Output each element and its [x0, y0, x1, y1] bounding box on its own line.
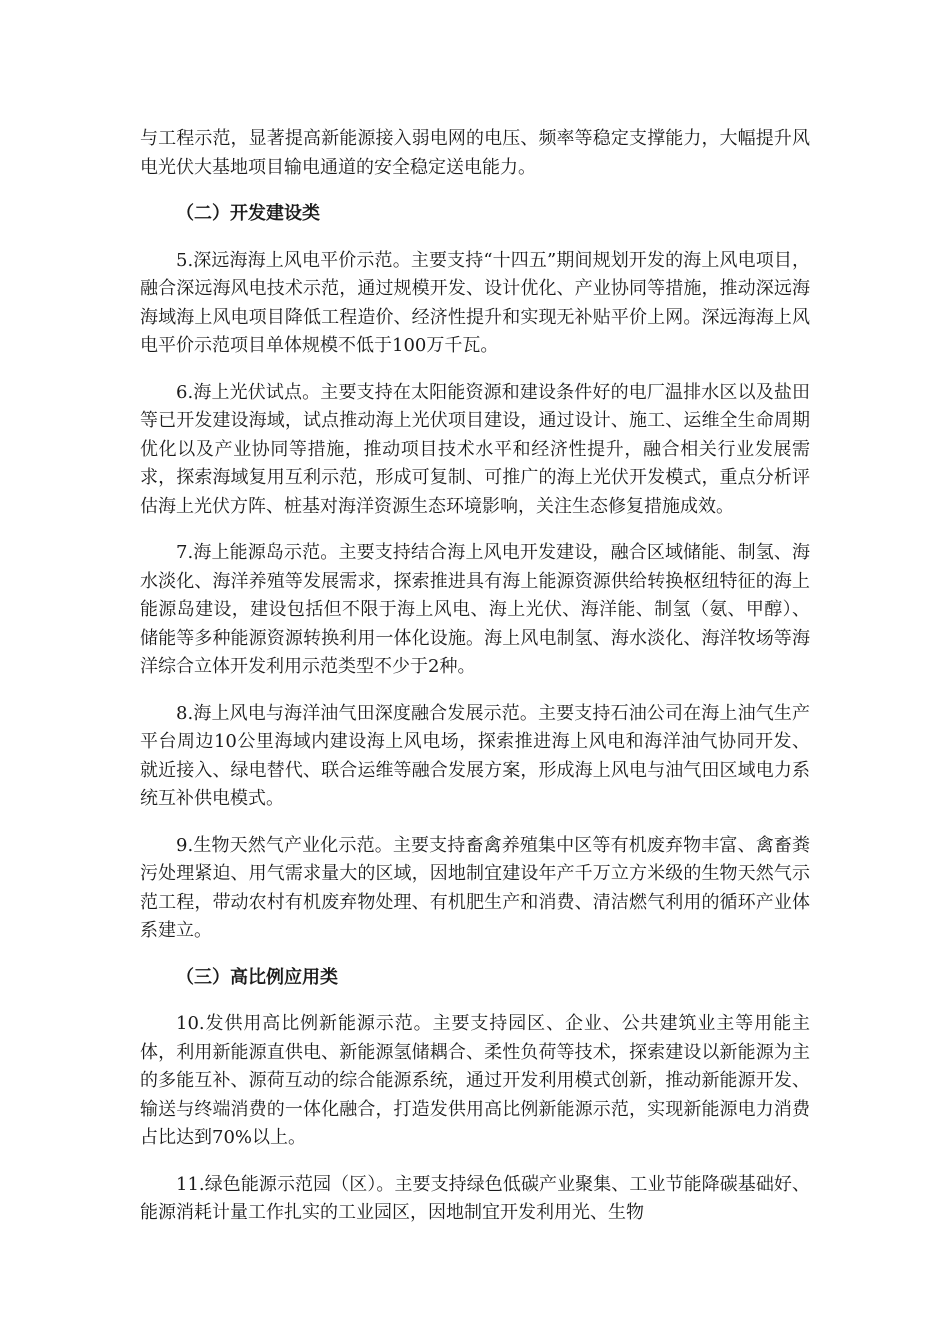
paragraph-item-6: 6.海上光伏试点。主要支持在太阳能资源和建设条件好的电厂温排水区以及盐田等已开发建设海域，试点推动海上光伏项目建设，通过设计、施工、运维全生命周期优化以及产业协同等措施，推动项目技术水平和经济性提升，融合相关行业发展需求，探索海域复用互利示范，形成可复制、可推广的海上光伏开发模式，重点分析评估海上光伏方阵、桩基对海洋资源生态环境影响，关注生态修复措施成效。	[140, 381, 810, 517]
section-heading-development: （二）开发建设类	[176, 203, 320, 224]
paragraph-item-5: 5.深远海海上风电平价示范。主要支持“十四五”期间规划开发的海上风电项目，融合深远海风电技术示范，通过规模开发、设计优化、产业协同等措施，推动深远海海域海上风电项目降低工程造价、经济性提升和实现无补贴平价上网。深远海海上风电平价示范项目单体规模不低于100万千瓦。	[140, 249, 810, 356]
paragraph-item-11: 11.绿色能源示范园（区）。主要支持绿色低碳产业聚集、工业节能降碳基础好、能源消耗计量工作扎实的工业园区，因地制宜开发利用光、生物	[140, 1173, 810, 1223]
section-heading-high-ratio: （三）高比例应用类	[176, 966, 338, 988]
paragraph-item-7: 7.海上能源岛示范。主要支持结合海上风电开发建设，融合区域储能、制氢、海水淡化、海洋养殖等发展需求，探索推进具有海上能源资源供给转换枢纽特征的海上能源岛建设，建设包括但不限于海上风电、海上光伏、海洋能、制氢（氨、甲醇）、储能等多种能源资源转换利用一体化设施。海上风电制氢、海水淡化、海洋牧场等海洋综合立体开发利用示范类型不少于2种。	[140, 542, 810, 677]
paragraph-item-10: 10.发供用高比例新能源示范。主要支持园区、企业、公共建筑业主等用能主体，利用新能源直供电、新能源氢储耦合、柔性负荷等技术，探索建设以新能源为主的多能互补、源荷互动的综合能源系统，通过开发利用模式创新，推动新能源开发、输送与终端消费的一体化融合，打造发供用高比例新能源示范，实现新能源电力消费占比达到70%以上。	[140, 1013, 810, 1148]
document-body	[140, 125, 810, 1228]
intro-paragraph: 与工程示范，显著提高新能源接入弱电网的电压、频率等稳定支撑能力，大幅提升风电光伏大基地项目输电通道的安全稳定送电能力。	[140, 128, 810, 178]
paragraph-item-9: 9.生物天然气产业化示范。主要支持畜禽养殖集中区等有机废弃物丰富、禽畜粪污处理紧迫、用气需求量大的区域，因地制宜建设年产千万立方米级的生物天然气示范工程，带动农村有机废弃物处理、有机肥生产和消费、清洁燃气利用的循环产业体系建立。	[140, 834, 810, 941]
paragraph-item-8: 8.海上风电与海洋油气田深度融合发展示范。主要支持石油公司在海上油气生产平台周边10公里海域内建设海上风电场，探索推进海上风电和海洋油气协同开发、就近接入、绿电替代、联合运维等融合发展方案，形成海上风电与油气田区域电力系统互补供电模式。	[140, 702, 810, 809]
